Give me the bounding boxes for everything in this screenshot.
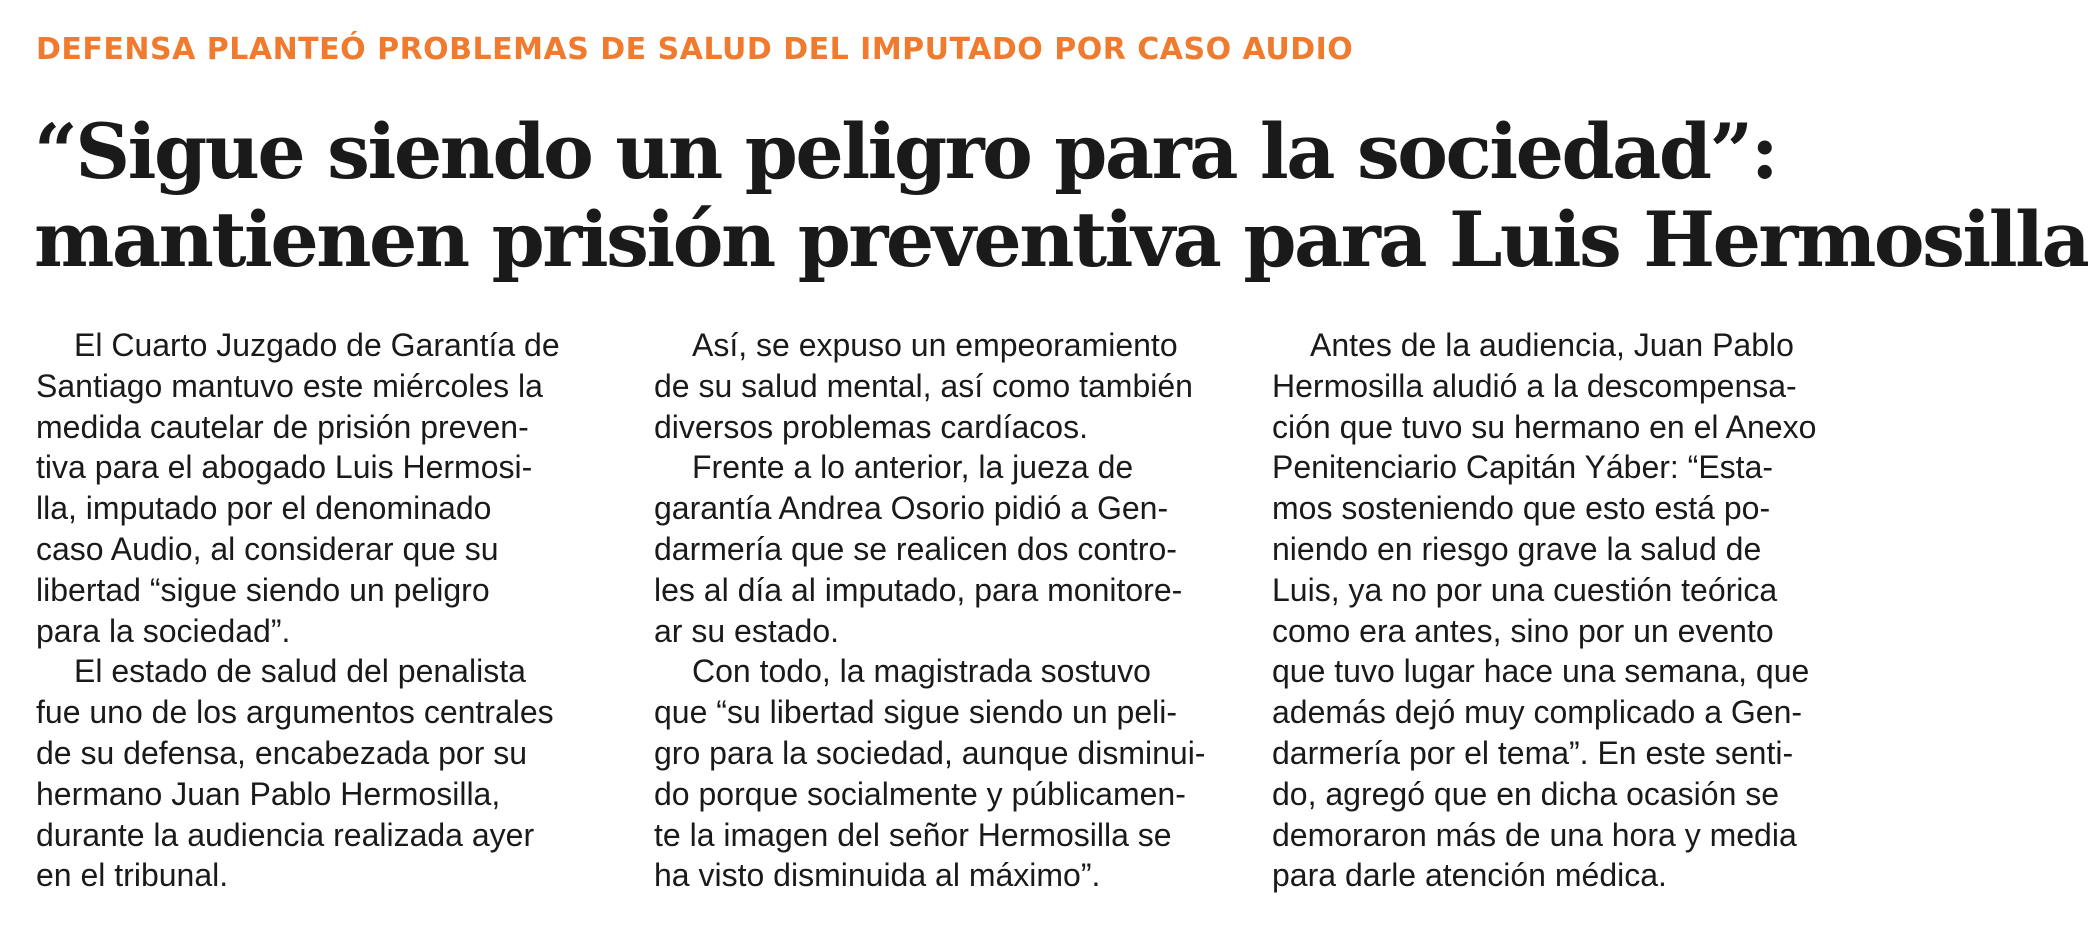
text-line: darmería por el tema”. En este senti- xyxy=(1272,734,1794,771)
text-line: Hermosilla aludió a la descompensa- xyxy=(1272,367,1797,404)
text-line: ción que tuvo su hermano en el Anexo xyxy=(1272,408,1817,445)
text-line: Con todo, la magistrada sostuvo xyxy=(692,653,1151,690)
article-column-3 xyxy=(1272,325,1852,896)
paragraph xyxy=(1272,325,1852,896)
paragraph xyxy=(654,651,1234,896)
text-line: fue uno de los argumentos centrales xyxy=(36,694,554,731)
text-line: niendo en riesgo grave la salud de xyxy=(1272,530,1762,567)
text-line: ha visto disminuida al máximo”. xyxy=(654,857,1101,894)
article-headline xyxy=(34,107,2088,284)
text-line: que tuvo lugar hace una semana, que xyxy=(1272,653,1810,690)
text-line: durante la audiencia realizada ayer xyxy=(36,816,535,853)
text-line: Santiago mantuvo este miércoles la xyxy=(36,367,543,404)
text-line: como era antes, sino por un evento xyxy=(1272,612,1774,649)
text-line: caso Audio, al considerar que su xyxy=(36,530,499,567)
text-line: lla, imputado por el denominado xyxy=(36,490,492,527)
paragraph xyxy=(654,447,1234,651)
text-line: para darle atención médica. xyxy=(1272,857,1667,894)
text-line: ar su estado. xyxy=(654,612,839,649)
text-line: Antes de la audiencia, Juan Pablo xyxy=(1310,327,1794,363)
text-line: tiva para el abogado Luis Hermosi- xyxy=(36,449,533,486)
text-line: do, agregó que en dicha ocasión se xyxy=(1272,775,1780,812)
paragraph xyxy=(654,325,1234,447)
text-line: medida cautelar de prisión preven- xyxy=(36,408,529,445)
article-kicker: DEFENSA PLANTEÓ PROBLEMAS DE SALUD DEL IMPUTADO POR CASO AUDIO xyxy=(36,32,1354,67)
paragraph xyxy=(36,325,616,651)
paragraph xyxy=(36,651,616,896)
text-line: El Cuarto Juzgado de Garantía de xyxy=(74,327,560,363)
text-line: hermano Juan Pablo Hermosilla, xyxy=(36,775,501,812)
text-line: darmería que se realicen dos contro- xyxy=(654,530,1177,567)
article-column-2 xyxy=(654,325,1234,896)
text-line: además dejó muy complicado a Gen- xyxy=(1272,694,1803,731)
text-line: do porque socialmente y públicamen- xyxy=(654,775,1186,812)
text-line: mos sosteniendo que esto está po- xyxy=(1272,490,1771,527)
article-column-1 xyxy=(36,325,616,896)
text-line: demoraron más de una hora y media xyxy=(1272,816,1797,853)
text-line: de su salud mental, así como también xyxy=(654,367,1193,404)
text-line: diversos problemas cardíacos. xyxy=(654,408,1088,445)
text-line: de su defensa, encabezada por su xyxy=(36,734,528,771)
text-line: El estado de salud del penalista xyxy=(74,653,526,690)
text-line: en el tribunal. xyxy=(36,857,229,894)
text-line: libertad “sigue siendo un peligro xyxy=(36,571,490,608)
text-line: que “su libertad sigue siendo un peli- xyxy=(654,694,1177,731)
text-line: Frente a lo anterior, la jueza de xyxy=(692,449,1134,486)
text-line: garantía Andrea Osorio pidió a Gen- xyxy=(654,490,1169,527)
text-line: gro para la sociedad, aunque disminui- xyxy=(654,734,1206,771)
text-line: Luis, ya no por una cuestión teórica xyxy=(1272,571,1778,608)
text-line: les al día al imputado, para monitore- xyxy=(654,571,1183,608)
headline-line: “Sigue siendo un peligro para la sociedad”: xyxy=(34,107,1777,196)
text-line: Así, se expuso un empeoramiento xyxy=(692,327,1178,363)
text-line: Penitenciario Capitán Yáber: “Esta- xyxy=(1272,449,1774,486)
headline-line: mantienen prisión preventiva para Luis Hermosilla xyxy=(34,195,2088,284)
text-line: te la imagen del señor Hermosilla se xyxy=(654,816,1172,853)
text-line: para la sociedad”. xyxy=(36,612,291,649)
